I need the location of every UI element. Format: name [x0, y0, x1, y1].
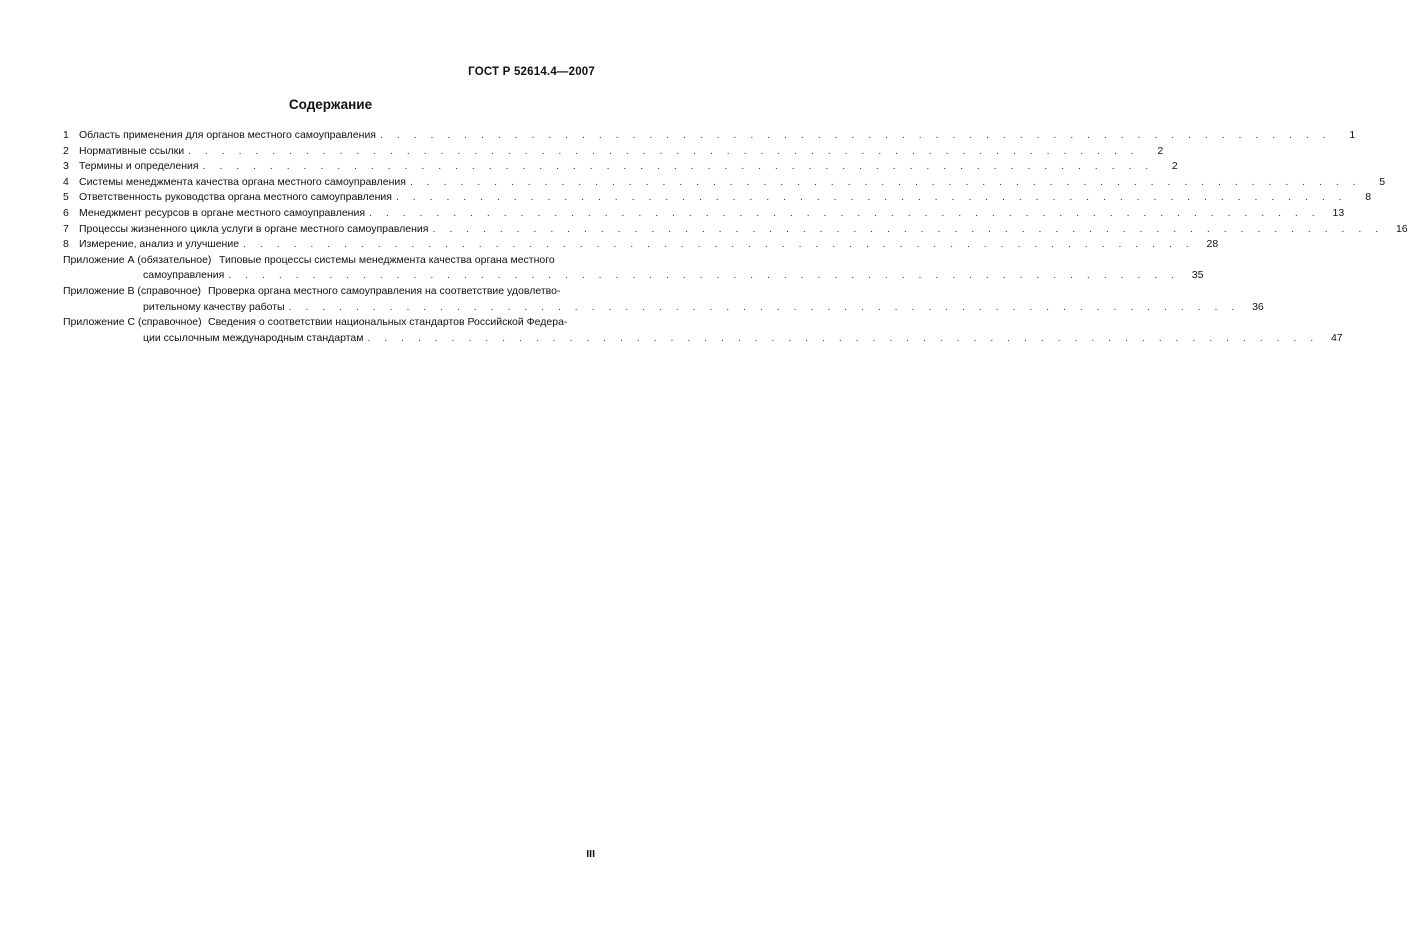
toc-entry-page: 1	[1349, 129, 1356, 141]
toc-entry-6[interactable]	[63, 206, 1345, 222]
toc-entry-page: 16	[1395, 222, 1408, 235]
toc-dot-leader: . . . . . . . . . . . . . . . . . . . . . . . . . . . . . . . . . . . . . . . . . . . . . . . . . . . . . . . . .	[228, 269, 1180, 282]
toc-entry-text: Область применения для органов местного самоуправления	[79, 129, 376, 141]
toc-dot-leader: . . . . . . . . . . . . . . . . . . . . . . . . . . . . . . . . . . . . . . . . . . . . . . . . . . . . . . . . .	[367, 331, 1319, 344]
toc-dot-leader: . . . . . . . . . . . . . . . . . . . . . . . . . . . . . . . . . . . . . . . . . . . . . . . . . . . . . . . . .	[369, 206, 1321, 219]
appendix-prefix: Приложение С (справочное)	[63, 316, 202, 329]
toc-entry-2[interactable]	[63, 144, 1164, 160]
toc-entry-7[interactable]	[63, 222, 1408, 238]
toc-entry-page: 36	[1252, 300, 1264, 313]
toc-entry-page: 5	[1379, 175, 1386, 188]
toc-entry-page: 2	[1157, 144, 1164, 157]
toc-entry-page: 28	[1206, 238, 1219, 251]
appendix-title-line1: Типовые процессы системы менеджмента качества органа местного	[219, 253, 555, 266]
toc-appendix-b[interactable]	[63, 284, 1264, 315]
toc-appendix-a[interactable]	[63, 253, 1204, 284]
toc-entry-number: 2	[63, 144, 69, 157]
toc-entry-page: 47	[1330, 331, 1343, 344]
toc-dot-leader: . . . . . . . . . . . . . . . . . . . . . . . . . . . . . . . . . . . . . . . . . . . . . . . . . . . . . . . . .	[409, 175, 1362, 188]
toc-dot-leader: . . . . . . . . . . . . . . . . . . . . . . . . . . . . . . . . . . . . . . . . . . . . . . . . . . . . . . . . .	[288, 300, 1240, 313]
toc-entry-text: Ответственность руководства органа местного самоуправления	[79, 191, 392, 204]
toc-entry-number: 3	[63, 160, 69, 173]
appendix-prefix: Приложение В (справочное)	[63, 284, 202, 297]
toc-appendix-c[interactable]	[63, 315, 1343, 346]
toc-entry-5[interactable]	[63, 190, 1372, 206]
toc-entry-3[interactable]	[63, 159, 1178, 175]
appendix-title-line2: самоуправления	[143, 269, 225, 282]
toc-dot-leader: . . . . . . . . . . . . . . . . . . . . . . . . . . . . . . . . . . . . . . . . . . . . . . . . . . . . . . . . .	[188, 144, 1140, 157]
toc-entry-page: 8	[1365, 191, 1372, 204]
appendix-prefix: Приложение А (обязательное)	[63, 253, 212, 266]
toc-dot-leader: . . . . . . . . . . . . . . . . . . . . . . . . . . . . . . . . . . . . . . . . . . . . . . . . . . . . . . . . .	[432, 222, 1384, 235]
toc-entry-number: 4	[63, 175, 69, 188]
toc-entry-number: 6	[63, 206, 69, 219]
toc-entry-1[interactable]	[63, 128, 1356, 144]
toc-entry-page: 2	[1171, 160, 1178, 173]
toc-entry-page: 35	[1191, 269, 1204, 282]
toc-dot-leader: . . . . . . . . . . . . . . . . . . . . . . . . . . . . . . . . . . . . . . . . . . . . . . . . . . . . . . . . .	[202, 160, 1154, 173]
toc-entry-number: 7	[63, 222, 69, 235]
toc-entry-number: 5	[63, 191, 69, 204]
toc-dot-leader: . . . . . . . . . . . . . . . . . . . . . . . . . . . . . . . . . . . . . . . . . . . . . . . . . . . . . . . . .	[380, 129, 1332, 141]
appendix-title-line1: Проверка органа местного самоуправления на соответствие удовлетво-	[208, 284, 561, 297]
toc-entry-text: Системы менеджмента качества органа местного самоуправления	[79, 175, 406, 188]
table-of-contents	[63, 128, 1408, 346]
appendix-title-line2: ции ссылочным международным стандартам	[143, 331, 364, 344]
toc-dot-leader: . . . . . . . . . . . . . . . . . . . . . . . . . . . . . . . . . . . . . . . . . . . . . . . . . . . . . . . . .	[395, 191, 1348, 204]
toc-title: Содержание	[288, 97, 373, 112]
standard-code: ГОСТ Р 52614.4—2007	[468, 66, 595, 78]
toc-entry-text: Термины и определения	[79, 160, 199, 173]
toc-entry-page: 13	[1332, 206, 1345, 219]
toc-entry-4[interactable]	[63, 175, 1386, 191]
appendix-title-line1: Сведения о соответствии национальных стандартов Российской Федера-	[208, 316, 568, 329]
toc-entry-text: Измерение, анализ и улучшение	[79, 238, 240, 251]
toc-entry-text: Процессы жизненного цикла услуги в органе местного самоуправления	[79, 222, 429, 235]
toc-entry-text: Нормативные ссылки	[79, 144, 185, 157]
appendix-title-line2: рительному качеству работы	[143, 300, 285, 313]
toc-entry-text: Менеджмент ресурсов в органе местного самоуправления	[79, 206, 366, 219]
toc-entry-number: 8	[63, 238, 69, 251]
page-number: III	[586, 848, 595, 860]
toc-entry-number: 1	[63, 129, 69, 141]
toc-entry-8[interactable]	[63, 237, 1219, 253]
toc-dot-leader: . . . . . . . . . . . . . . . . . . . . . . . . . . . . . . . . . . . . . . . . . . . . . . . . . . . . . . . . .	[243, 238, 1195, 251]
